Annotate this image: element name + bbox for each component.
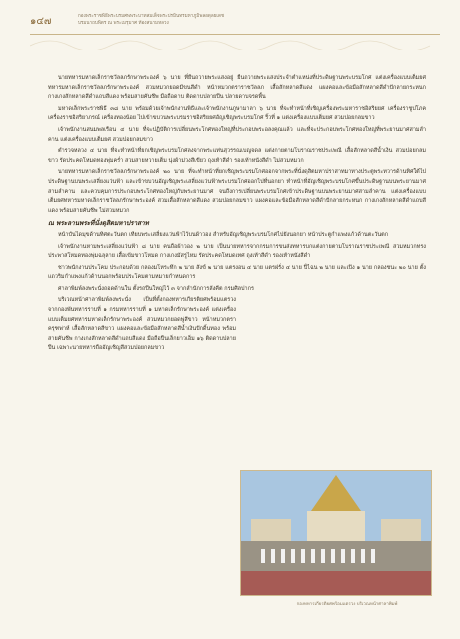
paragraph: ตำรวจหลวง ๔ นาย ที่จะทำหน้าที่ยกเชิญพระบรมโกศลงจากพระแท่นสุวรรณเบญจดล แต่งกายตามโบราณราชประเพณี เสื้อสักหลาดสีน้ำเงิน สวมปอยกลมขาว รัดประคดโหมดทองพุ่มคร่ำ สวมสายหวายเต็ม นุ่งผ้าม่วงสีเขียว ถุงเท้าสีดำ รองเท้าหนังสีดำ ไม่สวมหมวก	[48, 148, 426, 164]
header-line-2: บรมนาถบพิตร ณ พระเมรุมาศ ท้องสนามหลวง	[78, 21, 169, 26]
paragraph: นายทหารมหาดเล็กราชวัลลภรักษาพระองค์ ๒๐ นาย ที่จะทำหน้าที่ยกเชิญพระบรมโกศออกจากพระที่นั่งดุสิตมหาปราสาทมาทางประตูพระทวารด้านทิศใต้ไปประดิษฐานบนพระเสลี่ยงแว่นฟ้า และเข้าขบวนอัญเชิญพระเสลี่ยงแว่นฟ้าพระบรมโกศออกไปที่นอกยา ทำหน้าที่อัญเชิญพระบรมโกศขึ้นประดิษฐานบนพระยานมาศสามลำคาน และควบคุมการประกอบพระโกศทองใหญ่กับพระยานมาศ จนถึงการเปลี่ยนพระบรมโกศเข้าประดิษฐานบนพระยานมาศสามลำคาน แต่งเครื่องแบบเต็มยศทหารมหาดเล็กราชวัลลภรักษาพระองค์ สวมเสื้อสักหลาดสีแดง สวมปอยกลมขาว แผงคอและข้อมือสักหลาดสีดำปักลายกระหนก กางเกงสักหลาดสีดำแถบสีแดง พร้อมสายคันชีพ ไม่สวมหมวก	[48, 169, 426, 214]
page-header	[30, 10, 440, 36]
paragraph: ศาลาพิมพ์ลงพระนั่งถอดด้านใน ตั้งรถปืนใหญ่ไว้ ๓ จากลำนักการลังคีต กรมศิลปากร	[58, 285, 254, 292]
header-ornament-pattern	[30, 36, 440, 50]
header-divider	[30, 34, 440, 35]
section-heading: ณ พระลานพระที่นั่งดุสิตมหาปราสาท	[48, 219, 149, 228]
text-beside-photo	[48, 296, 236, 354]
body-text	[48, 74, 426, 356]
paragraph: มหาดเล็กพระราชพิธี ๓๘ นาย พร้อมด้วยเจ้าพนักงานพิธีและเจ้าพนักงานภูษามาลา ๖ นาย ที่จะทำหน้าที่เชิญเครื่องพระมหาราชอิสริยยศ เครื่องราชูปโภค เครื่องราชอิสริยาภรณ์ เครื่องทองน้อย ไปเข้าขบวนพระบรมราชอิสริยยศอัญเชิญพระบรมโกศ ริ้วที่ ๑ แต่งเครื่องแบบเต็มยศ สวมปอยกลมขาว	[48, 105, 426, 122]
photo-caption: กองทหารเกียรติยศพร้อมแตรวง บริเวณหน้าศาลาพิมพ์	[296, 602, 398, 607]
header-title	[78, 13, 438, 27]
paragraph: บริเวณหน้าศาลาพิมพ์ลงพระนั่ง เป็นที่ตั้งกองทหารเกียรติยศพร้อมแตรวง จากกองพันทหารราบที่ ๑ กรมทหารราบที่ ๑ มหาดเล็กรักษาพระองค์ แต่งเครื่องแบบเต็มยศทหารมหาดเล็กรักษาพระองค์ สวมหมวกยอดพู่สีขาว หน้าหมวกตราครุฑพ่าห์ เสื้อสักหลาดสีขาว แผงคอและข้อมือสักหลาดสีน้ำเงินปักดิ้นทอง พร้อมสายคันชีพ กางเกงสักหลาดสีดำแถบสีแดง มือถือปืนเล็กยาวเอ็ม ๑๖ ติดดาบปลายปืน เฉพาะนายทหารถืออัญเชิญสีสวมปอยกลมขาว	[48, 297, 236, 352]
paragraph: เจ้าพนักงานหามพระเสลี่ยงแว่นฟ้า ๘ นาย คนถือผ้าวอง ๒ นาย เป็นนายทหารจากกรมการขนส่งทหารบกแต่งกายตามโบราณราชประเพณี สวมหมวกทรงประพาสโหมดทองพุ่มฉลุลาย เสื้อเข้มขาวโหมด กางเกงมัสรูไหม รัดประคดโหมดเทศ ถุงเท้าสีดำ รองเท้าหนังสีดำ	[48, 243, 426, 260]
paragraph: ชาวพนักงานประโคม ประกอบด้วย กลองมโหระทึก ๒ นาย สังข์ ๒ นาย แตรงอน ๔ นาย แตรฝรั่ง ๔ นาย ปี่ไฉน ๒ นาย และเปิง ๑ นาย กลองชนะ ๒๐ นาย ตั้งแถวริมกำแพงแก้วด้านนอกพร้อมประโคมตามหมายกำหนดการ	[48, 264, 426, 281]
paragraph: นายทหารมหาดเล็กราชวัลลภรักษาพระองค์ ๖ นาย ที่ยืนถวายพระแสงอยู่ ยืนถวายพระแสงประจำตำแหน่งที่ประดิษฐานพระบรมโกศ แต่งเครื่องแบบเต็มยศทหารมหาดเล็กราชวัลลภรักษาพระองค์ สวมหมวกยอดมีขนสีดำ หน้าหมวกตราราชวัลลภ เสื้อสักหลาดสีแดง แผงคอและข้อมือสักหลาดสีดำปักลายกระหนก กางเกงสักหลาดสีดำแถบสีแดง พร้อมสายคันชีพ มือถือดาบ ติดดาบปลายปืน ปลายดาบจรดพื้น	[48, 75, 426, 101]
page-number: ๑๔๗	[30, 16, 52, 27]
header-line-1: กองพระราชพิธีพระบรมศพพระบาทสมเด็จพระปรมินทรมหาภูมิพลอดุลยเดช	[78, 14, 225, 19]
photo-illustration	[241, 471, 431, 595]
honor-guard-photo	[240, 470, 432, 596]
paragraph: หน้าบันไดมุขด้านทิศตะวันตก เทียบพระเสลี่ยงแว่นฟ้าไว้บนผ้าวอง สำหรับอัญเชิญพระบรมโกศไปยังนอกยา หน้าประตูกำแพงแก้วด้านตะวันตก	[58, 231, 389, 238]
paragraph: เจ้าพนักงานสนมพลเรือน ๔ นาย ที่จะปฏิบัติการเปลี่ยนพระโกศทองใหญ่ที่ประกอบพระอลงคุณแล้ว และที่จะประกอบพระโกศทองใหญ่ที่พระยานมาศสามลำคาน แต่งเครื่องแบบเต็มยศ สวมปอยกลมขาว	[48, 126, 426, 143]
